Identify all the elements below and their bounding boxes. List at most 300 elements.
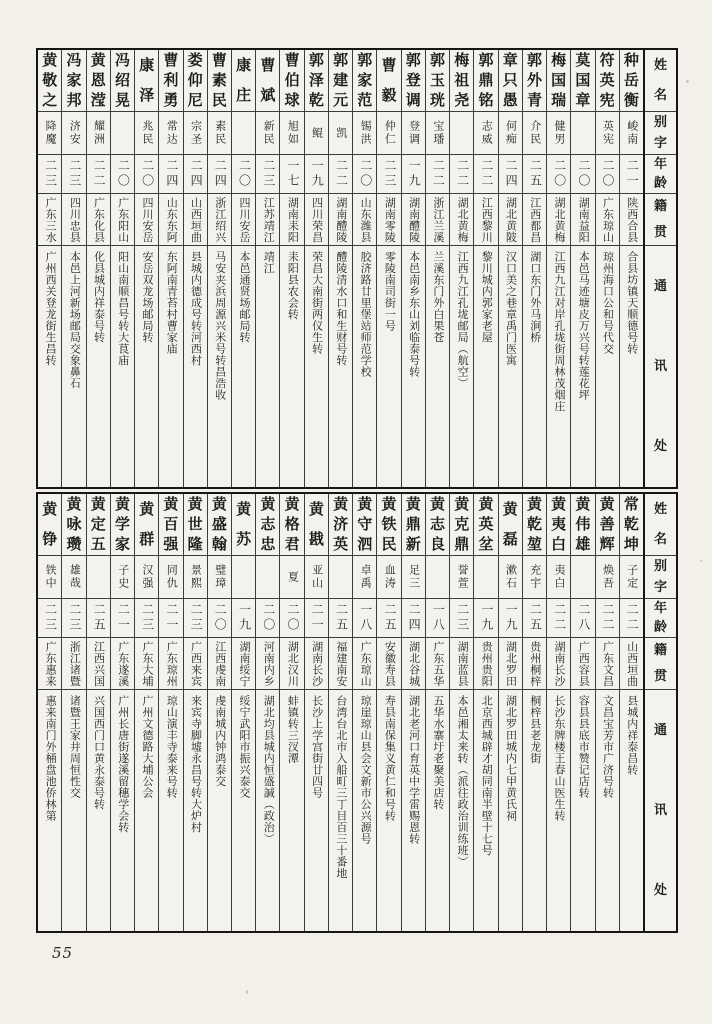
- entry-age-text: 二三: [43, 159, 58, 189]
- entry-contact: [280, 689, 303, 931]
- entry-age-text: 二五: [92, 603, 107, 633]
- entry-native: [329, 637, 352, 689]
- entry-courtesy: [280, 555, 303, 598]
- entry-age: [111, 598, 134, 637]
- entry-courtesy: [329, 555, 352, 598]
- entry-courtesy: [596, 111, 619, 154]
- entry-age: [62, 154, 85, 193]
- entry-native-text: 湖北黄梅: [553, 196, 566, 243]
- entry-courtesy-text: 汉强: [141, 564, 155, 590]
- entry-name: 曹 利 勇: [163, 50, 179, 110]
- entry-contact: [353, 689, 376, 931]
- entry-courtesy-text: 铁中: [44, 564, 58, 590]
- entry-name: 黄 群: [139, 499, 155, 549]
- entry-courtesy-text: 焕吾: [601, 564, 615, 590]
- entry-contact: [208, 245, 231, 487]
- entry-column: [619, 494, 643, 931]
- entry-contact: [87, 689, 110, 931]
- entry-column: [86, 494, 110, 931]
- entry-age-text: 一八: [358, 603, 373, 633]
- entry-age: [523, 598, 546, 637]
- entry-native: [208, 637, 231, 689]
- entry-courtesy-text: 子定: [625, 564, 639, 590]
- entry-contact: [547, 245, 570, 487]
- entry-age-text: 二一: [310, 603, 325, 633]
- entry-age-text: 二二: [552, 603, 567, 633]
- entry-native: [184, 637, 207, 689]
- entry-contact-text: 广州文德路大埔公会: [141, 695, 155, 799]
- entry-courtesy-text: 血涛: [383, 564, 397, 590]
- entry-age-text: 二〇: [286, 603, 300, 633]
- entry-native-text: 浙江绍兴: [213, 196, 227, 243]
- entry-age-text: 一八: [431, 603, 446, 633]
- entry-age-text: 二二: [431, 159, 446, 189]
- entry-courtesy-text: 璧璋: [213, 564, 227, 590]
- entry-contact-text: 零陵南司街一号: [383, 251, 397, 332]
- entry-column: [595, 494, 619, 931]
- entry-courtesy-text: 夷白: [553, 564, 566, 590]
- entry-name: 黄 克 鼎: [454, 494, 470, 554]
- entry-courtesy: [111, 111, 134, 154]
- entry-contact-text: 县城内德成号转河西村: [189, 251, 203, 366]
- entry-contact-text: 马安夹浜周源兴米号转昌浩收: [213, 251, 227, 401]
- entry-name: 黄 伟 雄: [575, 494, 591, 554]
- entry-contact: [232, 245, 255, 487]
- entry-courtesy-text: 常达: [165, 120, 179, 146]
- entry-native: [620, 193, 643, 245]
- entry-column: [376, 494, 400, 931]
- entry-column: [158, 494, 182, 931]
- entry-column: [376, 50, 400, 487]
- header-age-label: 年 龄: [645, 154, 676, 193]
- entry-native: [499, 637, 522, 689]
- entry-native: [450, 637, 473, 689]
- entry-contact: [571, 689, 594, 931]
- entry-native-text: 福建南安: [334, 640, 348, 687]
- entry-age-text: 二〇: [552, 159, 567, 189]
- entry-native: [87, 637, 110, 689]
- entry-column: [546, 494, 570, 931]
- entry-age: [305, 154, 328, 193]
- entry-column: [61, 50, 85, 487]
- entry-column: [255, 494, 279, 931]
- entry-native-text: 广东遂溪: [116, 640, 130, 687]
- entry-column: [498, 50, 522, 487]
- entry-name: 郭 玉 珖: [430, 50, 446, 110]
- entry-column: [570, 50, 594, 487]
- entry-native-text: 湖南长沙: [553, 640, 566, 687]
- entry-native-text: 浙江兰溪: [431, 196, 445, 243]
- entry-native: [38, 193, 61, 245]
- entry-native-text: 湖北汉川: [286, 640, 300, 687]
- entry-age: [353, 154, 376, 193]
- entry-courtesy: [450, 111, 473, 154]
- entry-courtesy: [426, 111, 449, 154]
- entry-age: [87, 154, 110, 193]
- header-native-label: 籍 贯: [645, 637, 676, 689]
- entry-contact: [87, 245, 110, 487]
- entry-name: 冯 绍 晃: [114, 50, 130, 110]
- scan-smudge: [700, 560, 702, 562]
- entry-age: [377, 598, 400, 637]
- entry-courtesy: [305, 555, 328, 598]
- entry-age-text: 二五: [334, 603, 349, 633]
- entry-contact-text: 县城内祥泰昌转: [625, 695, 639, 776]
- entry-name: 黄 志 忠: [260, 494, 276, 554]
- entry-native: [305, 637, 328, 689]
- entry-age-text: 二一: [116, 603, 131, 633]
- entry-native: [208, 193, 231, 245]
- entry-contact-text: 黎川城内郭家老屋: [480, 251, 494, 343]
- entry-contact: [135, 689, 158, 931]
- entry-age: [208, 598, 231, 637]
- entry-contact: [62, 245, 85, 487]
- entry-name: 曹 素 民: [211, 50, 227, 110]
- entry-age-text: 二三: [455, 603, 470, 633]
- entry-column: [134, 50, 158, 487]
- entry-courtesy: [547, 555, 570, 598]
- entry-name: 黄 济 英: [333, 494, 349, 554]
- entry-age: [402, 154, 425, 193]
- entry-contact: [208, 689, 231, 931]
- entry-contact: [159, 689, 182, 931]
- entry-contact: [450, 245, 473, 487]
- entry-column: [570, 494, 594, 931]
- entry-age: [87, 598, 110, 637]
- entry-native-text: 山东潍县: [359, 196, 373, 243]
- entry-column: [134, 494, 158, 931]
- entry-courtesy: [38, 111, 61, 154]
- entry-name: 黄 乾 堃: [526, 494, 542, 554]
- entry-column: [473, 494, 497, 931]
- entry-native-text: 湖北黄陂: [504, 196, 518, 243]
- entry-native: [426, 193, 449, 245]
- entry-age-text: 二〇: [358, 159, 373, 189]
- entry-name: 郭 泽 乾: [308, 50, 324, 110]
- entry-column: [279, 50, 303, 487]
- entry-age-text: 一九: [504, 603, 519, 633]
- directory-table-top: [36, 48, 678, 489]
- entry-name: 黄 咏 瓒: [66, 494, 82, 554]
- entry-courtesy: [256, 555, 279, 598]
- entry-courtesy-text: 宗圣: [189, 120, 203, 146]
- entry-age: [62, 598, 85, 637]
- entry-native-text: 四川忠县: [68, 196, 82, 243]
- entry-contact: [596, 245, 619, 487]
- entry-courtesy: [499, 555, 522, 598]
- entry-native: [135, 193, 158, 245]
- entry-contact-text: 琼州海口公和号代交: [601, 251, 615, 355]
- entry-name: 黄 恩 滢: [90, 50, 106, 110]
- entry-native-text: 湖南醴陵: [407, 196, 421, 243]
- entry-age: [232, 598, 255, 637]
- entry-name: 莫 国 章: [575, 50, 591, 110]
- entry-age: [499, 598, 522, 637]
- entry-courtesy-text: 介民: [528, 120, 542, 146]
- entry-contact: [305, 689, 328, 931]
- entry-native-text: 湖南耒阳: [286, 196, 300, 243]
- entry-contact-text: 绥宁武阳市振兴泰交: [237, 695, 251, 799]
- entry-age: [159, 154, 182, 193]
- entry-contact-text: 靖江: [262, 251, 276, 274]
- entry-age: [474, 598, 497, 637]
- entry-name: 黄 戡: [308, 499, 324, 549]
- entry-contact-text: 五华水寨圩老聚美店转: [431, 695, 445, 810]
- entry-contact-text: 寿县南保集义黄仁和号转: [383, 695, 397, 822]
- entry-contact-text: 虔南城内钟鸿泰交: [213, 695, 227, 787]
- entry-courtesy-text: 登调: [407, 120, 421, 146]
- entry-age-text: 二四: [189, 159, 204, 189]
- entry-native: [402, 193, 425, 245]
- entry-native: [523, 193, 546, 245]
- entry-age-text: 二五: [382, 603, 397, 633]
- entry-native: [547, 193, 570, 245]
- entry-courtesy: [402, 555, 425, 598]
- entry-native: [377, 637, 400, 689]
- entry-native: [499, 193, 522, 245]
- entry-native: [305, 193, 328, 245]
- entry-contact-text: 东阿南青苔村曹家庙: [165, 251, 179, 355]
- entry-courtesy-text: 素民: [213, 120, 227, 146]
- entry-courtesy: [62, 555, 85, 598]
- entry-native-text: 四川荣昌: [310, 196, 324, 243]
- entry-courtesy-text: 济安: [68, 120, 82, 146]
- entry-age-text: 二〇: [576, 159, 591, 189]
- entry-name: 常 乾 坤: [623, 494, 639, 554]
- header-name-label: 姓 名: [653, 501, 667, 548]
- entry-contact: [38, 245, 61, 487]
- entry-courtesy: [232, 111, 255, 154]
- entry-name: 郭 登 调: [405, 50, 421, 110]
- entry-column: [304, 50, 328, 487]
- entry-native-text: 山西垣曲: [625, 640, 639, 687]
- entry-courtesy-text: 子史: [116, 564, 130, 590]
- entry-native: [377, 193, 400, 245]
- entry-courtesy: [232, 555, 255, 598]
- entry-native: [111, 637, 134, 689]
- entry-native: [280, 193, 303, 245]
- entry-name: 曹 毅: [381, 55, 397, 105]
- entry-contact: [402, 689, 425, 931]
- entry-age-text: 一九: [407, 159, 422, 189]
- entry-age-text: 二二: [601, 603, 616, 633]
- entry-native-text: 江西黎川: [480, 196, 494, 243]
- entry-age: [38, 598, 61, 637]
- entry-name: 符 英 宪: [599, 50, 615, 110]
- entry-courtesy: [256, 111, 279, 154]
- entry-contact-text: 文昌宝芳市广济号转: [601, 695, 615, 799]
- entry-age: [256, 598, 279, 637]
- entry-native-text: 广西来宾: [189, 640, 203, 687]
- entry-contact-text: 耒阳县农会转: [286, 251, 300, 320]
- entry-native-text: 浙江诸暨: [68, 640, 82, 687]
- entry-name: 郭 家 范: [357, 50, 373, 110]
- entry-age-text: 二四: [504, 159, 519, 189]
- entry-courtesy: [111, 555, 134, 598]
- entry-courtesy-text: 景熙: [189, 564, 203, 590]
- entry-contact: [353, 245, 376, 487]
- entry-age-text: 二五: [528, 603, 543, 633]
- entry-courtesy-text: 雄哉: [68, 564, 82, 590]
- entry-age-text: 二二: [92, 159, 107, 189]
- entry-contact-text: 湖口东门外马涧桥: [528, 251, 542, 343]
- entry-contact: [474, 245, 497, 487]
- entry-column: [401, 50, 425, 487]
- entry-native: [523, 637, 546, 689]
- entry-native-text: 湖北黄梅: [456, 196, 470, 243]
- entry-age: [426, 154, 449, 193]
- entry-native-text: 广东阳山: [116, 196, 130, 243]
- entry-courtesy: [450, 555, 473, 598]
- entry-native: [474, 637, 497, 689]
- entry-age-text: 一九: [310, 159, 325, 189]
- entry-courtesy: [159, 555, 182, 598]
- entry-age-text: 二四: [213, 159, 228, 189]
- entry-courtesy: [305, 111, 328, 154]
- entry-courtesy: [474, 555, 497, 598]
- entry-column: [38, 494, 61, 931]
- entry-age: [353, 598, 376, 637]
- entry-age: [377, 154, 400, 193]
- entry-contact-text: 荣昌大南街两仪生转: [310, 251, 324, 355]
- entry-contact: [135, 245, 158, 487]
- entry-contact-text: 本邑湘太来转（派往政治训练班）: [456, 695, 470, 868]
- entry-column: [255, 50, 279, 487]
- entry-age-text: 二五: [528, 159, 543, 189]
- entry-age-text: 二二: [334, 159, 349, 189]
- entry-native-text: 山东东阿: [165, 196, 179, 243]
- entry-contact-text: 琼崖琼山县会文新市公兴源号: [359, 695, 373, 845]
- entry-name: 梅 祖 尧: [454, 50, 470, 110]
- entry-contact-text: 广州西关登龙街生昌转: [44, 251, 58, 366]
- entry-courtesy: [159, 111, 182, 154]
- entry-age: [474, 154, 497, 193]
- entry-native: [353, 193, 376, 245]
- entry-native-text: 四川安岳: [141, 196, 155, 243]
- entry-native: [620, 637, 643, 689]
- entry-native: [280, 637, 303, 689]
- entry-courtesy-text: 志威: [480, 120, 494, 146]
- entry-courtesy-text: 凯: [334, 126, 348, 140]
- header-name-label: 姓 名: [653, 57, 667, 104]
- entry-column: [231, 50, 255, 487]
- entry-column: [183, 50, 207, 487]
- entry-contact-text: 琼山演丰寺泰来号转: [165, 695, 179, 799]
- entry-name: 康 泽: [139, 55, 155, 105]
- entry-name: 冯 家 邦: [66, 50, 82, 110]
- entry-contact-text: 醴陵清水口和生财号转: [334, 251, 348, 366]
- entry-courtesy-text: 耀洲: [92, 120, 106, 146]
- entry-courtesy: [523, 555, 546, 598]
- entry-column: [158, 50, 182, 487]
- entry-column: [595, 50, 619, 487]
- entry-native: [402, 637, 425, 689]
- entry-column: [231, 494, 255, 931]
- entry-name: 黄 敬 之: [42, 50, 58, 110]
- entry-courtesy: [87, 555, 110, 598]
- entry-name: 梅 国 瑞: [551, 50, 567, 110]
- entry-native-text: 广东大埔: [141, 640, 155, 687]
- entry-contact-text: 台湾台北市入船町三丁目百三十番地: [334, 695, 348, 879]
- entry-courtesy: [571, 111, 594, 154]
- entry-courtesy-text: 降魔: [44, 120, 58, 146]
- entry-age-text: 二三: [189, 603, 204, 633]
- entry-contact-text: 江西九江对岸孔垅街周林茂烟庄: [553, 251, 566, 412]
- entry-contact-text: 本邑通贤场邮局转: [237, 251, 251, 343]
- entry-contact-text: 化县城内祥泰号转: [92, 251, 106, 343]
- scan-smudge: [686, 80, 689, 83]
- entry-age-text: 二二: [625, 603, 640, 633]
- entry-contact: [111, 245, 134, 487]
- entry-contact-text: 胶济路廿里堡站师范学校: [359, 251, 373, 378]
- entry-native: [111, 193, 134, 245]
- entry-age-text: 二〇: [213, 603, 228, 633]
- entry-age: [620, 598, 643, 637]
- entry-courtesy-text: 峻南: [625, 120, 639, 146]
- entry-courtesy-text: 英宪: [601, 120, 615, 146]
- entry-age-text: 二〇: [116, 159, 131, 189]
- entry-contact-text: 湖北罗田城内七甲黄氏祠: [504, 695, 518, 822]
- entry-native-text: 广东琼山: [359, 640, 373, 687]
- entry-native: [62, 637, 85, 689]
- entry-age: [547, 598, 570, 637]
- header-column: [643, 50, 676, 487]
- entry-column: [546, 50, 570, 487]
- entry-age: [280, 154, 303, 193]
- entry-native-text: 贵州桐梓: [528, 640, 542, 687]
- entry-column: [401, 494, 425, 931]
- entry-name: 郭 建 元: [333, 50, 349, 110]
- entry-courtesy: [620, 111, 643, 154]
- entry-contact-text: 阳山南顺昌号转大茛庙: [116, 251, 130, 366]
- header-age-label: 年 龄: [645, 598, 676, 637]
- entry-native: [450, 193, 473, 245]
- entry-native-text: 广东化县: [92, 196, 106, 243]
- entry-contact-text: 本邑马迹塘皮万兴号转莲花坪: [577, 251, 591, 401]
- entry-courtesy-text: 仲仁: [383, 120, 397, 146]
- entry-native: [596, 637, 619, 689]
- entry-column: [38, 50, 61, 487]
- entry-courtesy-text: 充宇: [528, 564, 542, 590]
- entry-age-text: 二三: [43, 603, 58, 633]
- entry-age: [159, 598, 182, 637]
- entry-native-text: 四川安岳: [237, 196, 251, 243]
- entry-name: 黄 鼎 新: [405, 494, 421, 554]
- entry-name: 黄 铁 民: [381, 494, 397, 554]
- entry-native: [426, 637, 449, 689]
- entry-native-text: 广东惠来: [44, 640, 58, 687]
- entry-contact-text: 广州长唐街遂溪留穗学会转: [116, 695, 130, 833]
- entry-column: [207, 50, 231, 487]
- entry-contact: [547, 689, 570, 931]
- entry-name: 娄 仰 尼: [187, 50, 203, 110]
- entry-contact-text: 湖北老河口育英中学雷赐恩转: [407, 695, 421, 845]
- entry-contact: [620, 245, 643, 487]
- entry-contact-text: 容县县底市赞记店转: [577, 695, 591, 799]
- entry-age-text: 二一: [164, 603, 179, 633]
- entry-age-text: 二〇: [140, 159, 155, 189]
- entry-native-text: 陕西合县: [625, 196, 639, 243]
- entry-name: 章 只 愚: [502, 50, 518, 110]
- entry-native: [256, 193, 279, 245]
- entry-native: [256, 637, 279, 689]
- entry-contact: [111, 689, 134, 931]
- entry-native-text: 湖北罗田: [504, 640, 518, 687]
- entry-native-text: 河南内乡: [262, 640, 276, 687]
- entry-contact: [62, 689, 85, 931]
- entry-contact: [159, 245, 182, 487]
- entry-name: 黄 铮: [42, 499, 58, 549]
